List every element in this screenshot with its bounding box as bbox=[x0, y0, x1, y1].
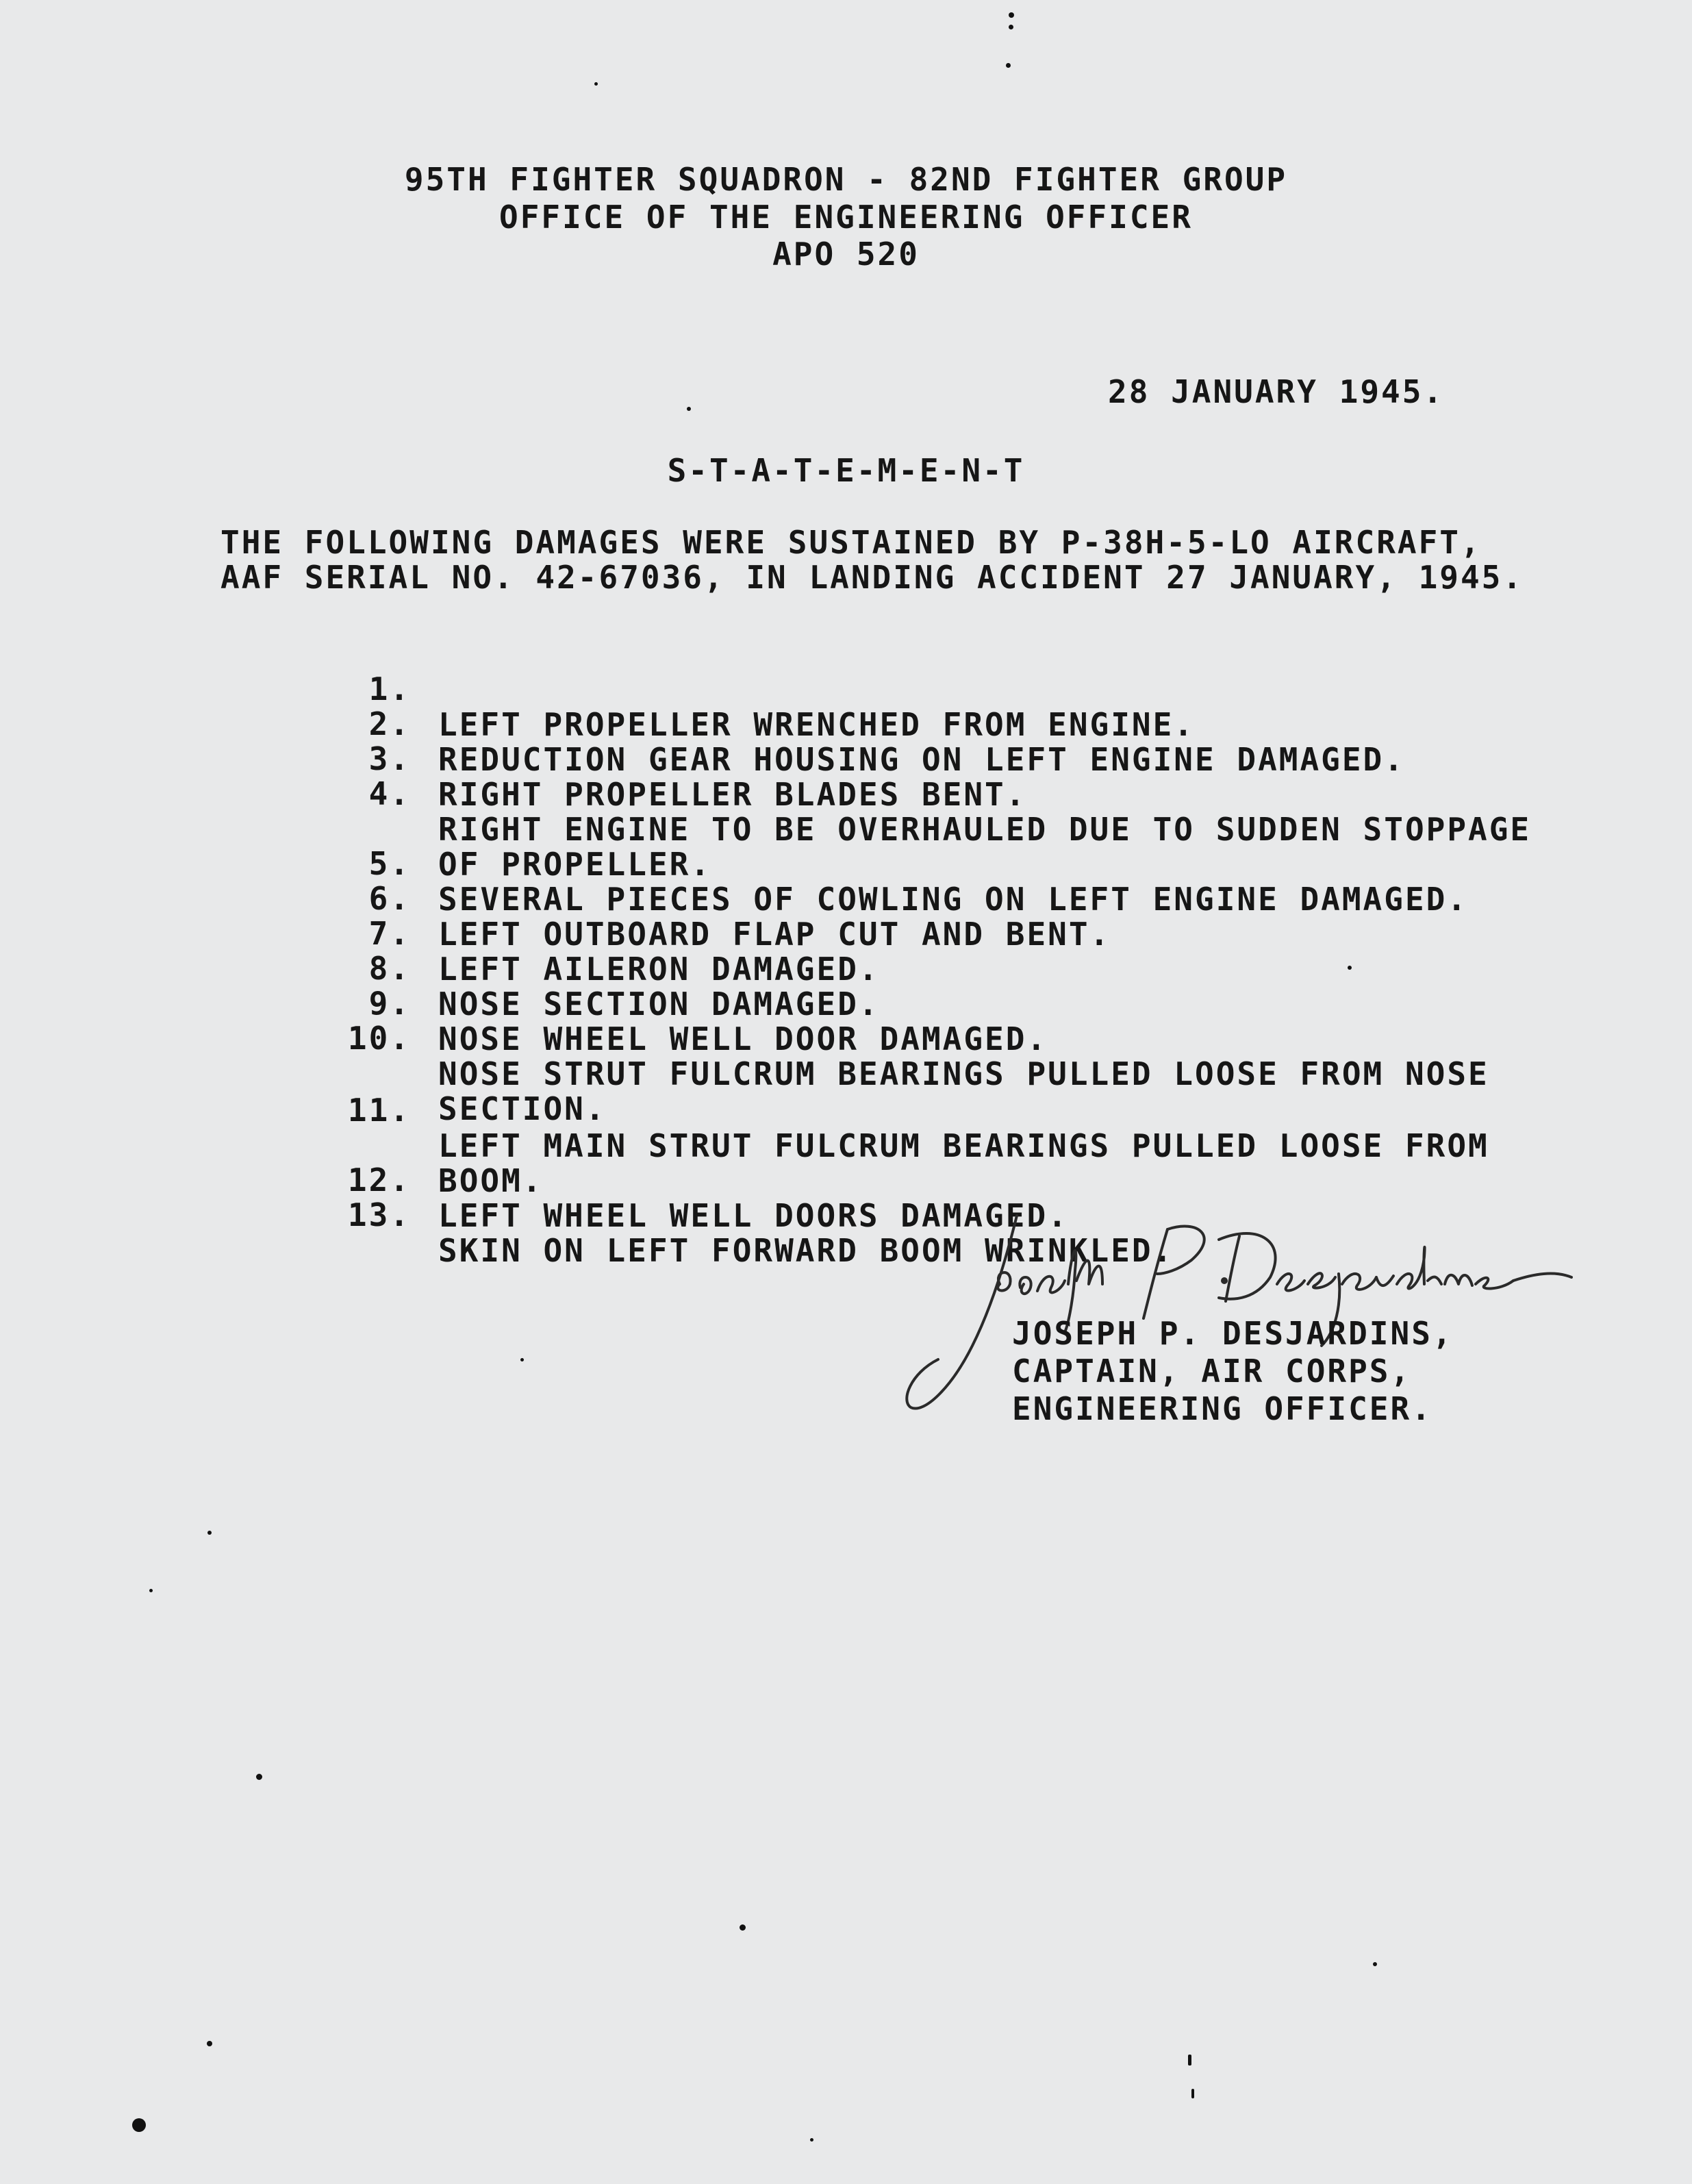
intro-line-1: THE FOLLOWING DAMAGES WERE SUSTAINED BY P-38H-5-LO AIRCRAFT, bbox=[220, 524, 1482, 561]
scan-speck bbox=[256, 1774, 262, 1780]
item-text: SEVERAL PIECES OF COWLING ON LEFT ENGINE DAMAGED. bbox=[438, 881, 1469, 918]
scan-speck bbox=[810, 2138, 813, 2142]
item-number: 13. bbox=[347, 1196, 411, 1233]
item-text: REDUCTION GEAR HOUSING ON LEFT ENGINE DAMAGED. bbox=[438, 741, 1405, 778]
letterhead-apo: APO 520 bbox=[772, 236, 920, 273]
scan-speck bbox=[132, 2118, 146, 2132]
signer-name: JOSEPH P. DESJARDINS, bbox=[1012, 1315, 1454, 1352]
scan-speck bbox=[740, 1924, 746, 1931]
scan-speck bbox=[149, 1589, 153, 1592]
item-text: LEFT OUTBOARD FLAP CUT AND BENT. bbox=[438, 916, 1111, 953]
item-number: 3. bbox=[368, 740, 411, 777]
item-number: 7. bbox=[368, 915, 411, 952]
item-text: NOSE SECTION DAMAGED. bbox=[438, 986, 880, 1022]
letterhead-office: OFFICE OF THE ENGINEERING OFFICER bbox=[499, 199, 1193, 236]
item-number: 4. bbox=[368, 775, 411, 812]
signer-rank: CAPTAIN, AIR CORPS, bbox=[1012, 1353, 1412, 1390]
scan-speck bbox=[520, 1358, 524, 1361]
scan-speck bbox=[1009, 25, 1013, 29]
scan-speck bbox=[1191, 2089, 1194, 2098]
document-title: S-T-A-T-E-M-E-N-T bbox=[667, 452, 1025, 489]
item-number: 2. bbox=[368, 705, 411, 742]
item-number: 1. bbox=[368, 670, 411, 707]
item-number: 8. bbox=[368, 950, 411, 987]
scan-speck bbox=[1348, 966, 1352, 970]
scan-speck bbox=[207, 1531, 212, 1535]
signer-title: ENGINEERING OFFICER. bbox=[1012, 1390, 1432, 1427]
intro-line-2: AAF SERIAL NO. 42-67036, IN LANDING ACCIDENT 27 JANUARY, 1945. bbox=[220, 559, 1524, 596]
item-text: RIGHT ENGINE TO BE OVERHAULED DUE TO SUDDEN STOPPAGE OF PROPELLER. bbox=[438, 811, 1532, 883]
item-text: NOSE STRUT FULCRUM BEARINGS PULLED LOOSE FROM NOSE SECTION. bbox=[438, 1055, 1489, 1127]
scan-speck bbox=[594, 82, 598, 86]
item-text: RIGHT PROPELLER BLADES BENT. bbox=[438, 776, 1027, 813]
scan-speck bbox=[1006, 63, 1011, 68]
item-number: 10. bbox=[347, 1020, 411, 1057]
item-number: 11. bbox=[347, 1092, 411, 1129]
item-number: 9. bbox=[368, 985, 411, 1022]
scan-speck bbox=[207, 2041, 212, 2046]
scan-speck bbox=[687, 407, 691, 411]
scan-speck bbox=[1188, 2055, 1191, 2066]
document-date: 28 JANUARY 1945. bbox=[1108, 373, 1445, 410]
scan-speck bbox=[1373, 1962, 1377, 1966]
letterhead-unit: 95TH FIGHTER SQUADRON - 82ND FIGHTER GROUP bbox=[404, 161, 1288, 198]
item-text: NOSE WHEEL WELL DOOR DAMAGED. bbox=[438, 1020, 1048, 1057]
item-text: LEFT AILERON DAMAGED. bbox=[438, 951, 880, 988]
item-text: LEFT MAIN STRUT FULCRUM BEARINGS PULLED LOOSE FROM BOOM. bbox=[438, 1127, 1489, 1199]
item-text: LEFT WHEEL WELL DOORS DAMAGED. bbox=[438, 1197, 1069, 1234]
item-number: 5. bbox=[368, 845, 411, 882]
item-text: SKIN ON LEFT FORWARD BOOM WRINKLED. bbox=[438, 1232, 1174, 1269]
scan-speck bbox=[1009, 12, 1014, 18]
item-number: 6. bbox=[368, 880, 411, 917]
item-text: LEFT PROPELLER WRENCHED FROM ENGINE. bbox=[438, 706, 1195, 743]
item-number: 12. bbox=[347, 1162, 411, 1198]
